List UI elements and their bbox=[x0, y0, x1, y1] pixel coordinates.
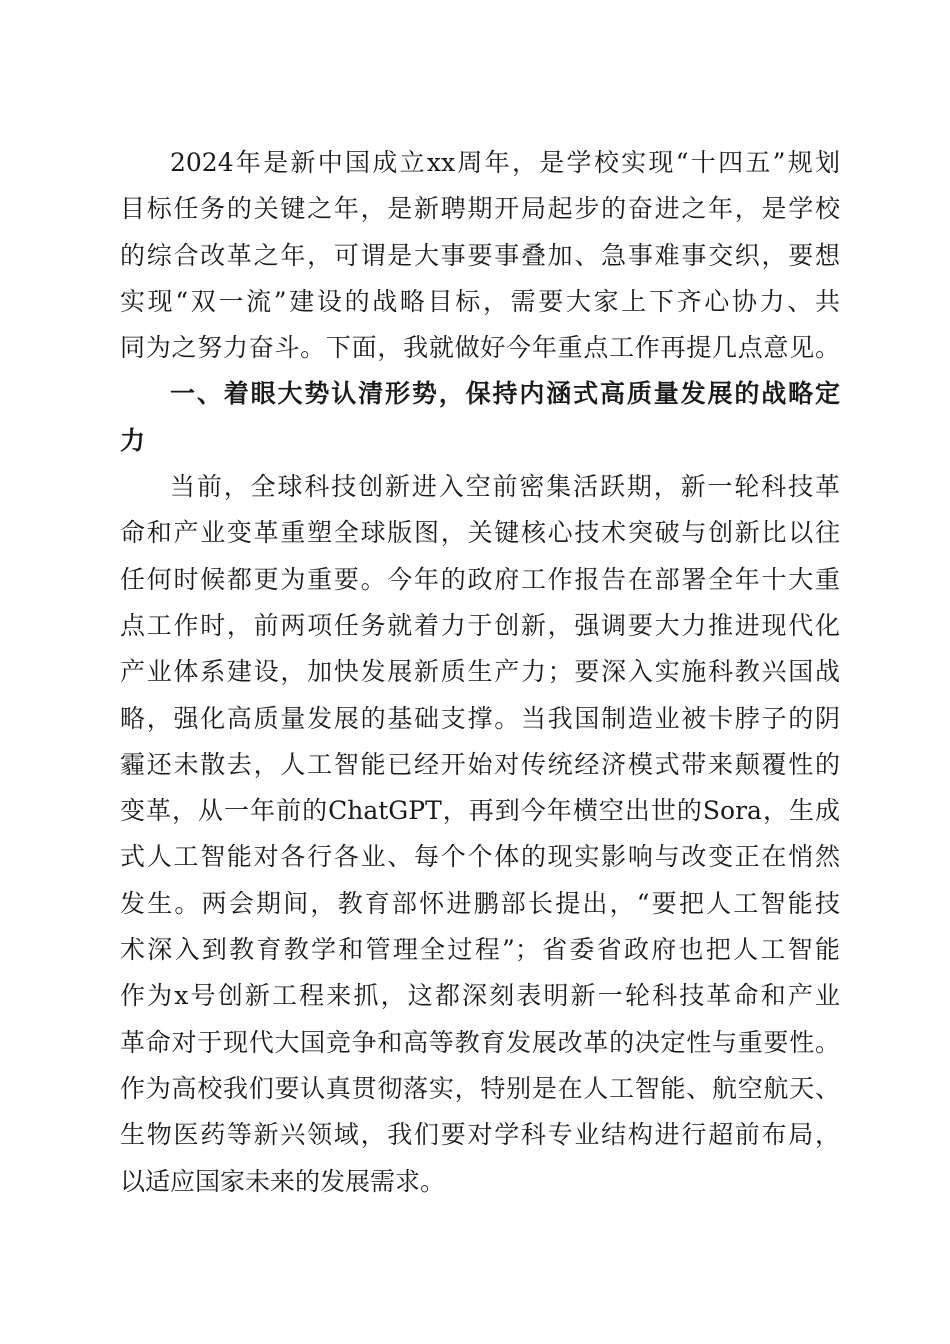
paragraph-line: 生物医药等新兴领域，我们要对学科专业结构进行超前布局， bbox=[120, 1120, 840, 1150]
document-body bbox=[120, 140, 840, 1205]
paragraph-line: 目标任务的关键之年，是新聘期开局起步的奋进之年，是学校 bbox=[120, 194, 840, 224]
heading-line: 一、着眼大势认清形势，保持内涵式高质量发展的战略定 bbox=[170, 379, 840, 409]
paragraph-line: 的综合改革之年，可谓是大事要事叠加、急事难事交织，要想 bbox=[120, 240, 840, 270]
heading-line: 力 bbox=[120, 425, 146, 455]
paragraph-line: 以适应国家未来的发展需求。 bbox=[120, 1166, 446, 1196]
paragraph-line: 作为x号创新工程来抓，这都深刻表明新一轮科技革命和产业 bbox=[120, 981, 840, 1011]
paragraph-line: 术深入到教育教学和管理全过程”；省委省政府也把人工智能 bbox=[120, 935, 840, 965]
paragraph-line: 略，强化高质量发展的基础支撑。当我国制造业被卡脖子的阴 bbox=[120, 703, 840, 733]
paragraph-line: 变革，从一年前的ChatGPT，再到今年横空出世的Sora，生成 bbox=[120, 796, 840, 826]
section-paragraph bbox=[120, 464, 840, 1205]
paragraph-line: 当前，全球科技创新进入空前密集活跃期，新一轮科技革 bbox=[170, 472, 840, 502]
paragraph-line: 实现“双一流”建设的战略目标，需要大家上下齐心协力、共 bbox=[120, 286, 840, 316]
paragraph-line: 霾还未散去，人工智能已经开始对传统经济模式带来颠覆性的 bbox=[120, 749, 840, 779]
paragraph-line: 任何时候都更为重要。今年的政府工作报告在部署全年十大重 bbox=[120, 564, 840, 594]
intro-paragraph bbox=[120, 140, 840, 371]
paragraph-line: 点工作时，前两项任务就着力于创新，强调要大力推进现代化 bbox=[120, 610, 840, 640]
paragraph-line: 2024年是新中国成立xx周年，是学校实现“十四五”规划 bbox=[170, 148, 840, 177]
paragraph-line: 产业体系建设，加快发展新质生产力；要深入实施科教兴国战 bbox=[120, 657, 840, 687]
paragraph-line: 式人工智能对各行各业、每个个体的现实影响与改变正在悄然 bbox=[120, 842, 840, 872]
paragraph-line: 命和产业变革重塑全球版图，关键核心技术突破与创新比以往 bbox=[120, 518, 840, 548]
paragraph-line: 作为高校我们要认真贯彻落实，特别是在人工智能、航空航天、 bbox=[120, 1073, 840, 1103]
paragraph-line: 发生。两会期间，教育部怀进鹏部长提出，“要把人工智能技 bbox=[120, 888, 840, 918]
paragraph-line: 革命对于现代大国竞争和高等教育发展改革的决定性与重要性。 bbox=[120, 1027, 840, 1057]
paragraph-line: 同为之努力奋斗。下面，我就做好今年重点工作再提几点意见。 bbox=[120, 333, 840, 363]
section-heading bbox=[120, 371, 840, 464]
